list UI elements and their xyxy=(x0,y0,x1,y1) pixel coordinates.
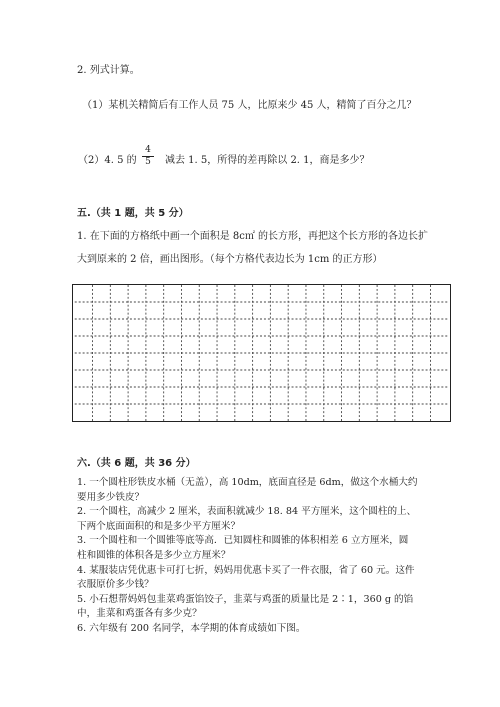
section-6-title: 六.（共 6 题，共 36 分） xyxy=(77,458,196,469)
section-6-questions xyxy=(77,476,418,637)
fraction-numerator: 4 xyxy=(145,145,151,155)
section-6-line: 下两个底面面积的和是多少平方厘米？ xyxy=(77,520,241,532)
question-2-item-2-suffix: 减去 1. 5，所得的差再除以 2. 1，商是多少？ xyxy=(165,155,370,166)
question-2-item-2-prefix: （2）4. 5 的 xyxy=(78,155,137,166)
section-6-line: 衣服原价多少钱？ xyxy=(77,579,154,591)
section-6-line: 6. 六年级有 200 名同学，本学期的体育成绩如下图。 xyxy=(77,622,306,634)
section-6-line: 要用多少铁皮？ xyxy=(77,491,145,503)
section-5-question-line-1: 1. 在下面的方格纸中画一个面积是 8c㎡ 的长方形，再把这个长方形的各边长扩 xyxy=(77,231,429,242)
question-2-heading: 2. 列式计算。 xyxy=(77,65,140,76)
grid-paper xyxy=(72,284,451,422)
section-6-line: 5. 小石想帮妈妈包韭菜鸡蛋馅饺子，韭菜与鸡蛋的质量比是 2∶1，360 g 的馅 xyxy=(77,593,414,605)
section-5-question-line-2: 大到原来的 2 倍，画出图形。（每个方格代表边长为 1cm 的正方形） xyxy=(77,254,383,265)
section-6-line: 3. 一个圆柱和一个圆锥等底等高．已知圆柱和圆锥的体积相差 6 立方厘米，圆 xyxy=(77,535,409,547)
section-6-line: 2. 一个圆柱，高减少 2 厘米，表面积就减少 18. 84 平方厘米，这个圆柱的上、 xyxy=(77,506,417,518)
section-5-title: 五.（共 1 题，共 5 分） xyxy=(77,208,189,219)
section-6-line: 中，韭菜和鸡蛋各有多少克？ xyxy=(77,608,202,620)
fraction-four-fifths xyxy=(142,145,154,168)
section-6-line: 1. 一个圆柱形铁皮水桶（无盖），高 10dm，底面直径是 6dm，做这个水桶大约 xyxy=(77,477,418,488)
section-6-line: 4. 某服装店凭优惠卡可打七折，妈妈用优惠卡买了一件衣服，省了 60 元。这件 xyxy=(77,564,415,576)
section-6-line: 柱和圆锥的体积各是多少立方厘米？ xyxy=(77,549,231,561)
question-2-item-1: （1）某机关精简后有工作人员 75 人，比原来少 45 人，精简了百分之几？ xyxy=(82,100,417,111)
fraction-denominator: 5 xyxy=(142,156,154,168)
